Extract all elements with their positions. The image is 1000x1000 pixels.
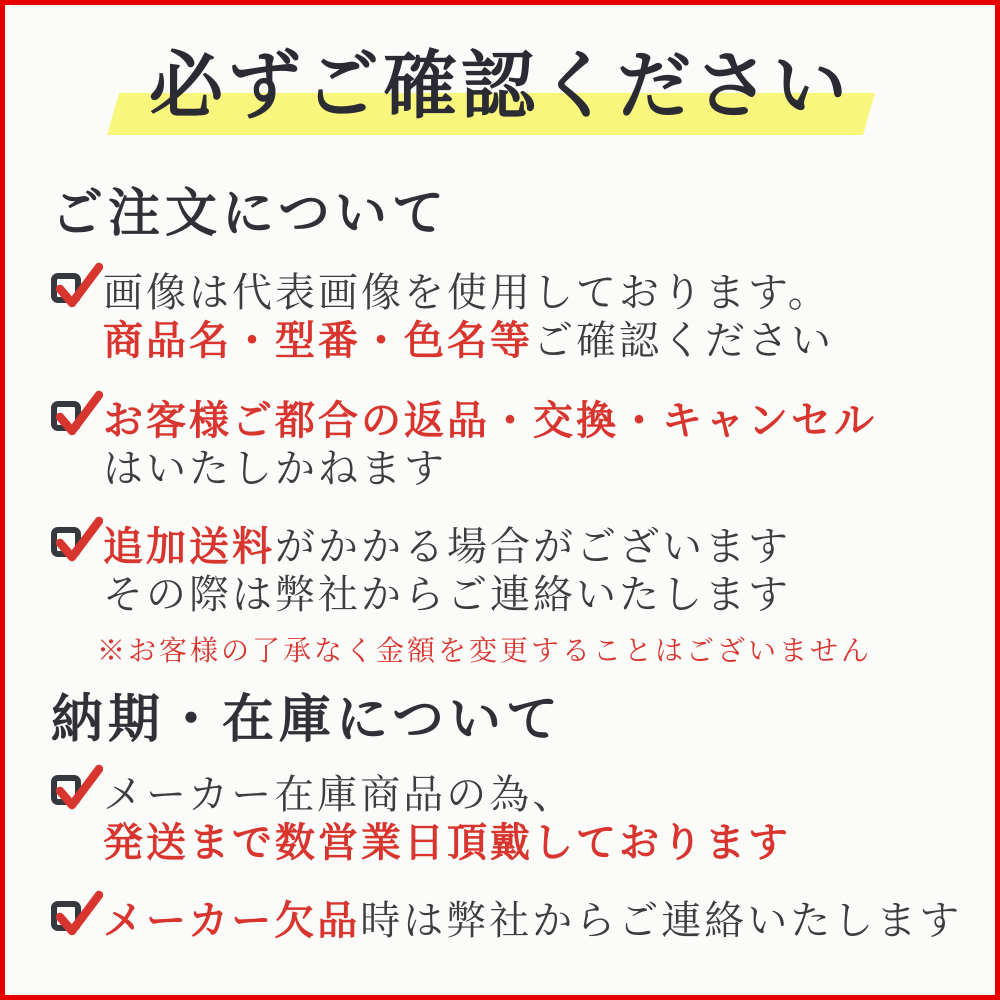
notice-item-returns — [5, 397, 995, 493]
checkbox-checked-icon — [51, 897, 95, 945]
notice-item-text — [103, 269, 995, 365]
title-row — [5, 47, 995, 127]
section-heading-order: ご注文について — [51, 186, 449, 243]
text-segment: はいたしかねます — [103, 446, 447, 491]
text-segment: 時は弊社からご連絡いたします — [360, 898, 963, 943]
text-segment: メーカー在庫商品の為、 — [103, 772, 576, 817]
notice-item-representative-image — [5, 269, 995, 365]
text-segment-red: メーカー欠品 — [103, 898, 361, 943]
notice-line — [103, 269, 995, 317]
text-segment: 画像は代表画像を使用しております。 — [103, 270, 831, 315]
notice-line — [103, 771, 995, 819]
checkmark-icon — [53, 261, 103, 311]
text-segment: ご確認ください — [533, 318, 834, 363]
checkbox-checked-icon — [51, 523, 95, 571]
notice-item-maker-stock — [5, 771, 995, 867]
notice-line — [103, 571, 995, 619]
page-title — [149, 47, 851, 127]
checkmark-icon — [53, 389, 103, 439]
notice-item-text — [103, 397, 995, 493]
notice-item-extra-shipping — [5, 523, 995, 619]
notice-item-maker-shortage — [5, 897, 995, 945]
text-segment-red: 発送まで数営業日頂戴しております — [103, 820, 791, 865]
price-change-footnote: ※お客様の了承なく金額を変更することはございません — [97, 636, 873, 667]
text-segment: がかかる場合がございます — [275, 524, 791, 569]
notice-line — [103, 523, 995, 571]
text-segment-red: 追加送料 — [103, 524, 275, 569]
checkmark-icon — [53, 515, 103, 565]
notice-item-text — [103, 897, 995, 945]
checkbox-checked-icon — [51, 269, 95, 317]
notice-item-text — [103, 523, 995, 619]
checkbox-checked-icon — [51, 397, 95, 445]
notice-line — [103, 397, 995, 445]
notice-line — [103, 445, 995, 493]
text-segment: その際は弊社からご連絡いたします — [103, 572, 791, 617]
section-heading-stock: 納期・在庫について — [51, 692, 563, 749]
notice-line — [103, 897, 995, 945]
checkbox-checked-icon — [51, 771, 95, 819]
text-segment-red: 商品名・型番・色名等 — [103, 318, 533, 363]
page-title-text: 必ずご確認ください — [149, 46, 851, 128]
checkmark-icon — [53, 763, 103, 813]
checkmark-icon — [53, 889, 103, 939]
notice-line — [103, 317, 995, 365]
notice-item-text — [103, 771, 995, 867]
notice-line — [103, 819, 995, 867]
text-segment-red: お客様ご都合の返品・交換・キャンセル — [103, 398, 877, 443]
